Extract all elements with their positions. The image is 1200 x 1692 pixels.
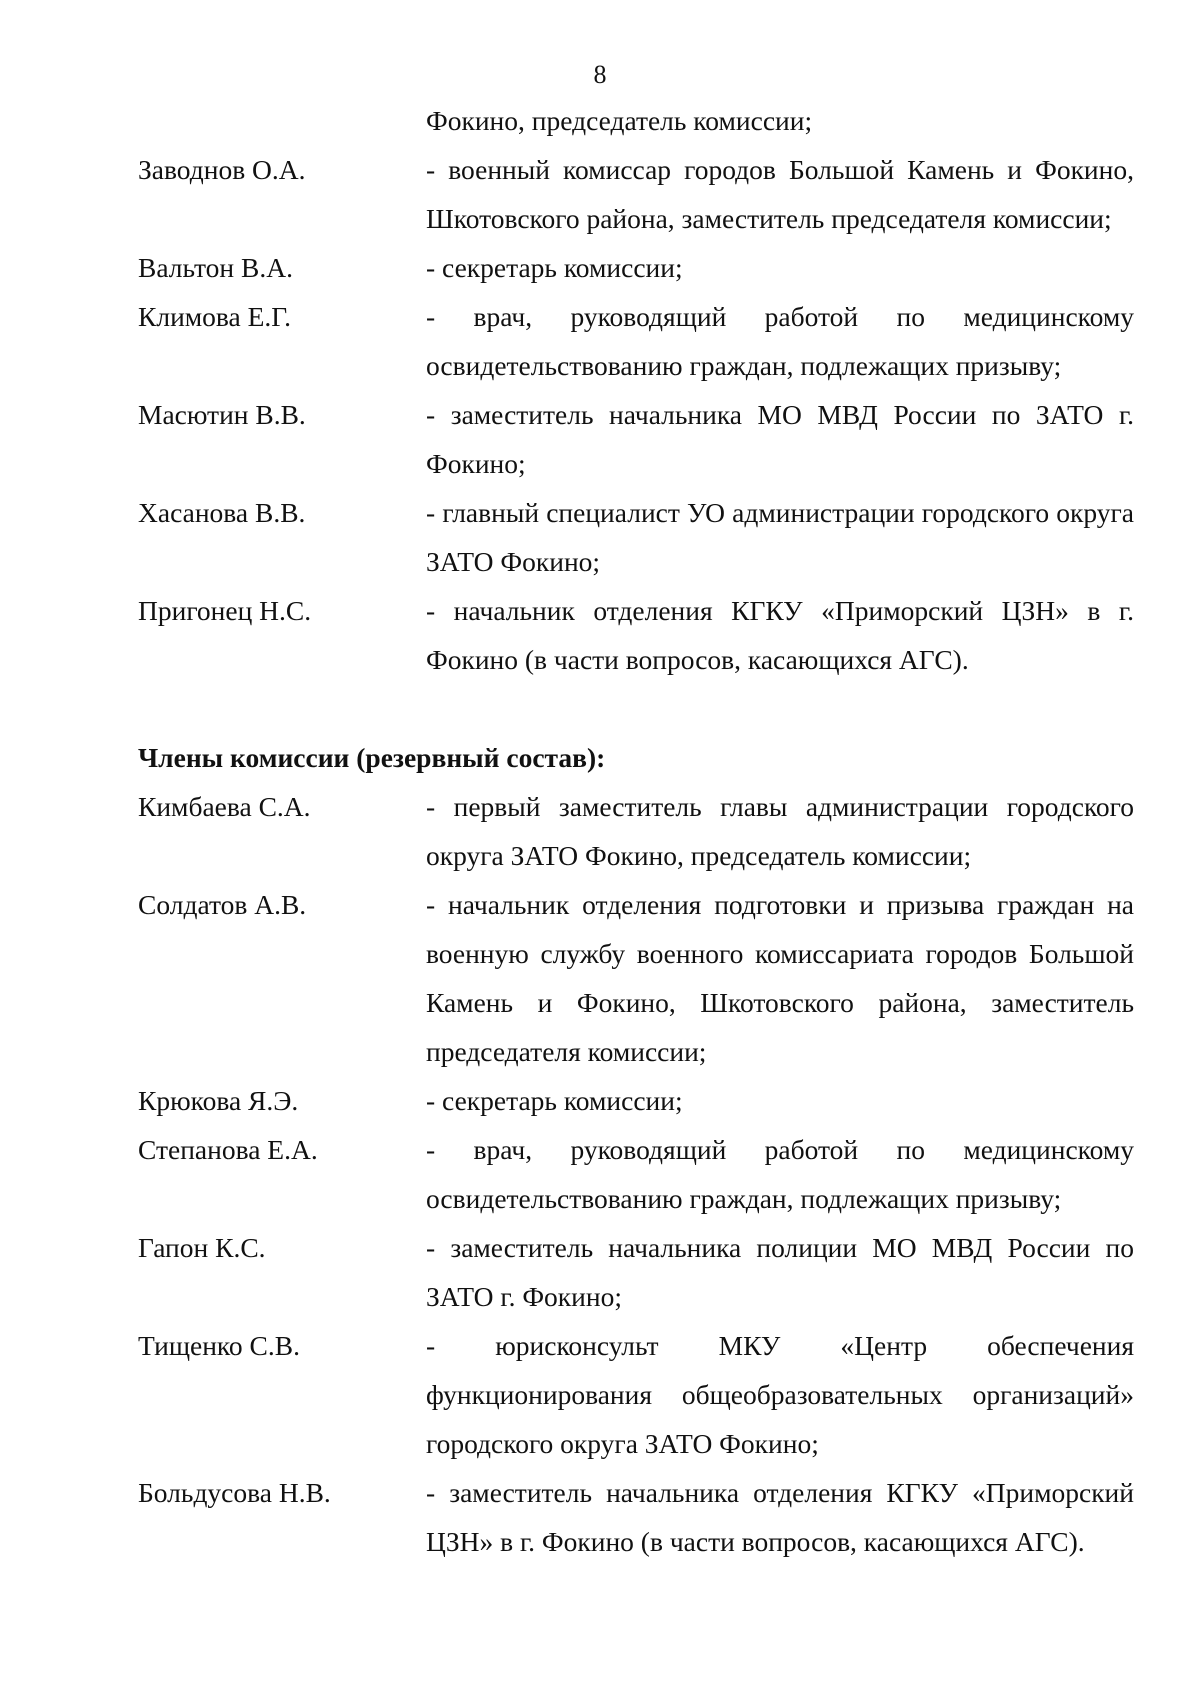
member-row (138, 488, 1134, 586)
member-name: Гапон К.С. (138, 1232, 266, 1263)
member-role: - начальник отделения подготовки и призыва граждан на военную службу военного комиссариата городов Большой Камень и Фокино, Шкотовского района, заместитель председателя комиссии; (426, 889, 1134, 1067)
member-row (138, 292, 1134, 390)
member-name: Вальтон В.А. (138, 252, 293, 283)
member-name: Заводнов О.А. (138, 154, 306, 185)
member-row (138, 782, 1134, 880)
continuation-row (138, 96, 1134, 145)
member-row (138, 1468, 1134, 1566)
member-row (138, 1321, 1134, 1468)
member-role: - заместитель начальника отделения КГКУ «Приморский ЦЗН» в г. Фокино (в части вопросов, касающихся АГС). (426, 1477, 1134, 1557)
reserve-members-list (138, 782, 1134, 1566)
member-name: Солдатов А.В. (138, 889, 307, 920)
member-name: Хасанова В.В. (138, 497, 306, 528)
member-role: - военный комиссар городов Большой Камень и Фокино, Шкотовского района, заместитель председателя комиссии; (426, 154, 1134, 234)
member-role: - юрисконсульт МКУ «Центр обеспечения функционирования общеобразовательных организаций» городского округа ЗАТО Фокино; (426, 1330, 1134, 1459)
page-number: 8 (593, 60, 607, 89)
member-name: Климова Е.Г. (138, 301, 291, 332)
member-name: Тищенко С.В. (138, 1330, 300, 1361)
member-name: Крюкова Я.Э. (138, 1085, 299, 1116)
member-name: Больдусова Н.В. (138, 1477, 331, 1508)
member-row (138, 1076, 1134, 1125)
member-role: - начальник отделения КГКУ «Приморский ЦЗН» в г. Фокино (в части вопросов, касающихся АГС). (426, 595, 1134, 675)
member-name: Степанова Е.А. (138, 1134, 318, 1165)
member-role: - секретарь комиссии; (426, 252, 683, 283)
member-role: - секретарь комиссии; (426, 1085, 683, 1116)
member-name: Масютин В.В. (138, 399, 306, 430)
member-role: - врач, руководящий работой по медицинскому освидетельствованию граждан, подлежащих призыву; (426, 1134, 1134, 1214)
member-role: - первый заместитель главы администрации городского округа ЗАТО Фокино, председатель комиссии; (426, 791, 1134, 871)
member-role: - заместитель начальника МО МВД России по ЗАТО г. Фокино; (426, 399, 1134, 479)
document-body (138, 96, 1134, 1566)
continuation-text: Фокино, председатель комиссии; (426, 105, 813, 136)
member-row (138, 1125, 1134, 1223)
member-row (138, 390, 1134, 488)
member-name: Пригонец Н.С. (138, 595, 312, 626)
member-role: - заместитель начальника полиции МО МВД России по ЗАТО г. Фокино; (426, 1232, 1134, 1312)
member-row (138, 586, 1134, 684)
member-row (138, 1223, 1134, 1321)
member-name: Кимбаева С.А. (138, 791, 311, 822)
main-members-list (138, 145, 1134, 684)
member-row (138, 880, 1134, 1076)
member-row (138, 243, 1134, 292)
member-row (138, 145, 1134, 243)
reserve-section-title: Члены комиссии (резервный состав): (138, 742, 606, 773)
member-role: - врач, руководящий работой по медицинскому освидетельствованию граждан, подлежащих призыву; (426, 301, 1134, 381)
member-role: - главный специалист УО администрации городского округа ЗАТО Фокино; (426, 497, 1134, 577)
